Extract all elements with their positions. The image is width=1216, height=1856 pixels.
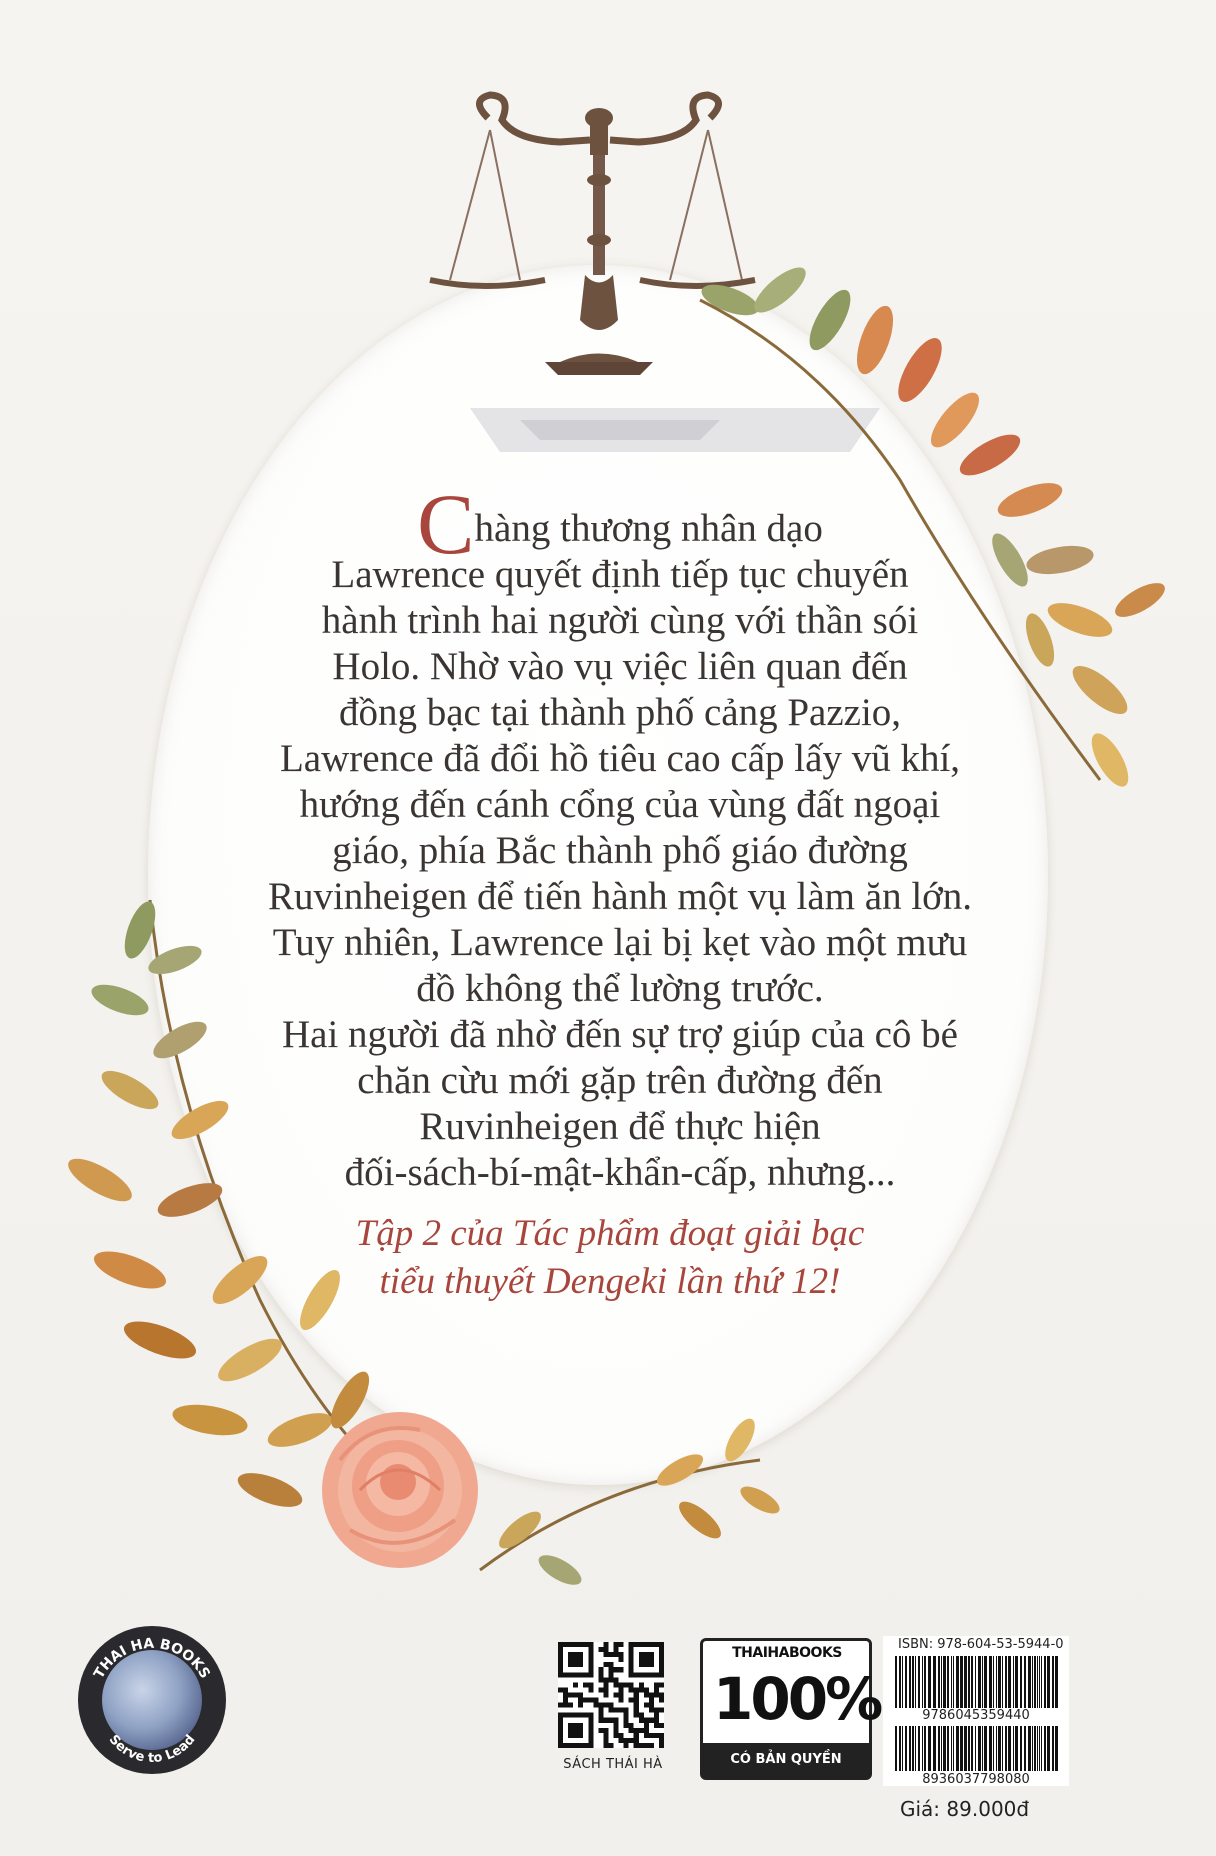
publisher-slogan: Serve to Lead <box>105 1732 199 1767</box>
synopsis-line-6: Lawrence đã đổi hồ tiêu cao cấp lấy vũ khí, <box>279 737 961 780</box>
copyright-percent: 100% <box>713 1665 881 1733</box>
publisher-logo <box>78 1626 226 1774</box>
synopsis-line-13: chăn cừu mới gặp trên đường đến <box>357 1059 883 1102</box>
synopsis-line-12: Hai người đã nhờ đến sự trợ giúp của cô bé <box>282 1013 958 1056</box>
copyright-badge <box>700 1638 881 1780</box>
copyright-caption: CÓ BẢN QUYỀN <box>703 1743 869 1777</box>
synopsis-line-7: hướng đến cánh cổng của vùng đất ngoại <box>299 783 941 826</box>
synopsis-line-5: đồng bạc tại thành phố cảng Pazzio, <box>338 691 902 734</box>
rose-flower-icon <box>322 1412 478 1568</box>
qr-label: SÁCH THÁI HÀ <box>563 1757 663 1772</box>
copyright-brand: THAIHABOOKS <box>732 1645 842 1661</box>
drop-cap: C <box>417 476 475 572</box>
balance-scale-icon <box>430 95 880 452</box>
qr-code <box>558 1642 664 1748</box>
synopsis-text <box>230 476 1010 1196</box>
synopsis-line-2: Lawrence quyết định tiếp tục chuyến <box>331 553 909 596</box>
publisher-logo-ring <box>78 1626 226 1774</box>
isbn-digits: 9786045359440 <box>922 1708 1030 1723</box>
price-label: Giá: 89.000đ <box>900 1797 1030 1821</box>
synopsis-line-4: Holo. Nhờ vào vụ việc liên quan đến <box>332 645 908 688</box>
synopsis-line-10: Tuy nhiên, Lawrence lại bị kẹt vào một mưu <box>272 921 968 964</box>
publisher-name: THAI HA BOOKS <box>91 1635 213 1682</box>
isbn-label: ISBN: 978-604-53-5944-0 <box>898 1637 1064 1652</box>
synopsis-line-8: giáo, phía Bắc thành phố giáo đường <box>332 829 908 872</box>
synopsis-line-15: đối-sách-bí-mật-khẩn-cấp, nhưng... <box>344 1151 896 1194</box>
tagline-line-2: tiểu thuyết Dengeki lần thứ 12! <box>379 1261 841 1302</box>
synopsis-line-1: Chàng thương nhân dạo <box>417 476 823 572</box>
tagline-line-1: Tập 2 của Tác phẩm đoạt giải bạc <box>355 1213 865 1254</box>
synopsis-line-11: đồ không thể lường trước. <box>416 967 824 1010</box>
award-tagline <box>300 1210 920 1306</box>
ean-digits: 8936037798080 <box>922 1772 1030 1786</box>
synopsis-line-3: hành trình hai người cùng với thần sói <box>321 599 919 642</box>
barcode-panel <box>883 1636 1069 1786</box>
leaf-sprig-bottom <box>480 1414 784 1590</box>
synopsis-line-14: Ruvinheigen để thực hiện <box>419 1105 821 1148</box>
barcode-graphic <box>883 1636 1069 1786</box>
synopsis-line-9: Ruvinheigen để tiến hành một vụ làm ăn lớn. <box>267 875 973 918</box>
